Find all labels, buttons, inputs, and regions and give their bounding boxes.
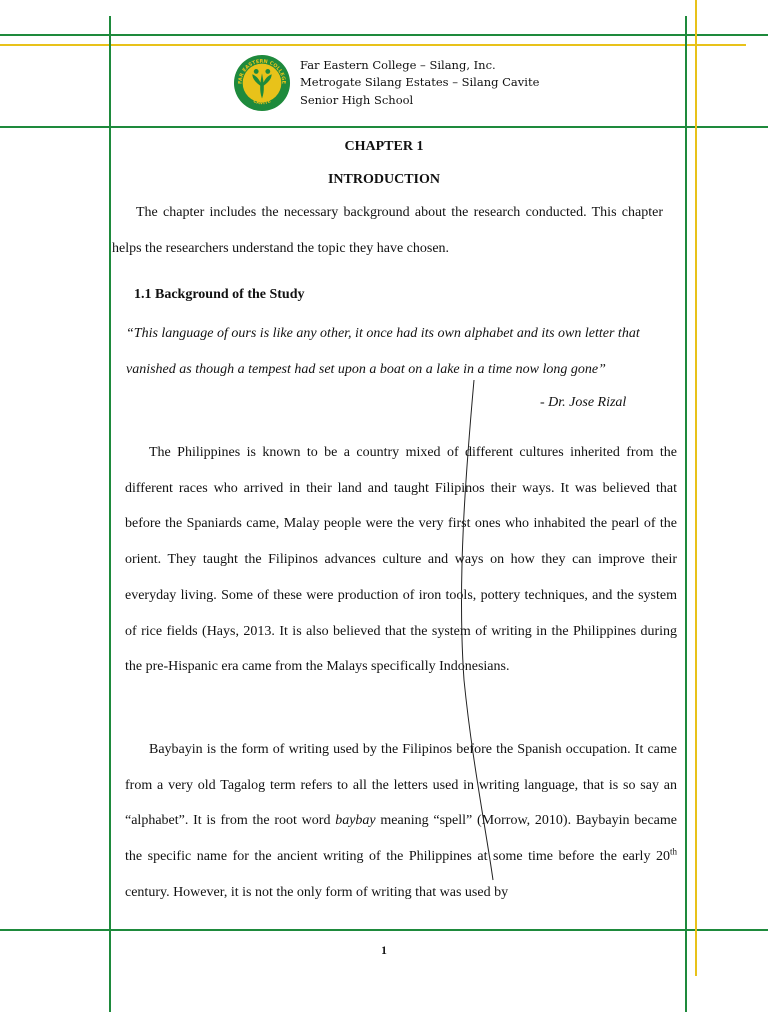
chapter-title: CHAPTER 1 [344, 139, 424, 154]
header-college-name: Far Eastern College – Silang, Inc. [300, 57, 496, 72]
quote-author: - Dr. Jose Rizal [540, 395, 627, 410]
logo-text-top: FAR EASTERN COLLEGE [237, 58, 287, 85]
paragraph-2-superscript: th [669, 846, 677, 857]
header-address: Metrogate Silang Estates – Silang Cavite [300, 75, 540, 90]
section-title: 1.1 Background of the Study [134, 287, 305, 302]
paragraph-2-part-2: meaning “spell” (Morrow, 2010). Baybayin became the specific name for the ancient writing of the Philippines at some time before the early 20 [125, 813, 677, 865]
rizal-quote: “This language of ours is like any other, it once had its own alphabet and its own letter that vanished as though a tempest had set upon a boat on a lake in a time now long gone” [126, 326, 640, 377]
paragraph-2-italic-word: baybay [335, 813, 376, 829]
page-number: 1 [381, 945, 387, 957]
paragraph-2-part-3: century. However, it is not the only form of writing that was used by [125, 884, 509, 900]
chapter-heading: INTRODUCTION [327, 172, 440, 187]
header-department: Senior High School [300, 92, 414, 107]
paragraph-2-part-1: Baybayin is the form of writing used by the Filipinos before the Spanish occupation. It came from a very old Tagalog term refers to all the letters used in writing language, that is so say an “alphabet”. It is from the root word [125, 742, 677, 829]
paragraph-1-text: The Philippines is known to be a country mixed of different cultures inherited from the different races who arrived in their land and taught Filipinos their ways. It was believed that before the Spaniards came, Malay people were the very first ones who inhabited the pearl of the orient. They taught the Filipinos advances culture and ways on how they can improve their everyday living. Some of these were production of iron tools, pottery techniques, and the system of rice fields (Hays, 2013. It is also believed that the system of writing in the Philippines during the pre-Hispanic era came from the Malays specifically Indonesians. [125, 445, 677, 675]
logo-text-bottom: CAVITE [251, 99, 273, 107]
intro-text: The chapter includes the necessary background about the research conducted. This chapter helps the researchers understand the topic they have chosen. [112, 205, 663, 256]
